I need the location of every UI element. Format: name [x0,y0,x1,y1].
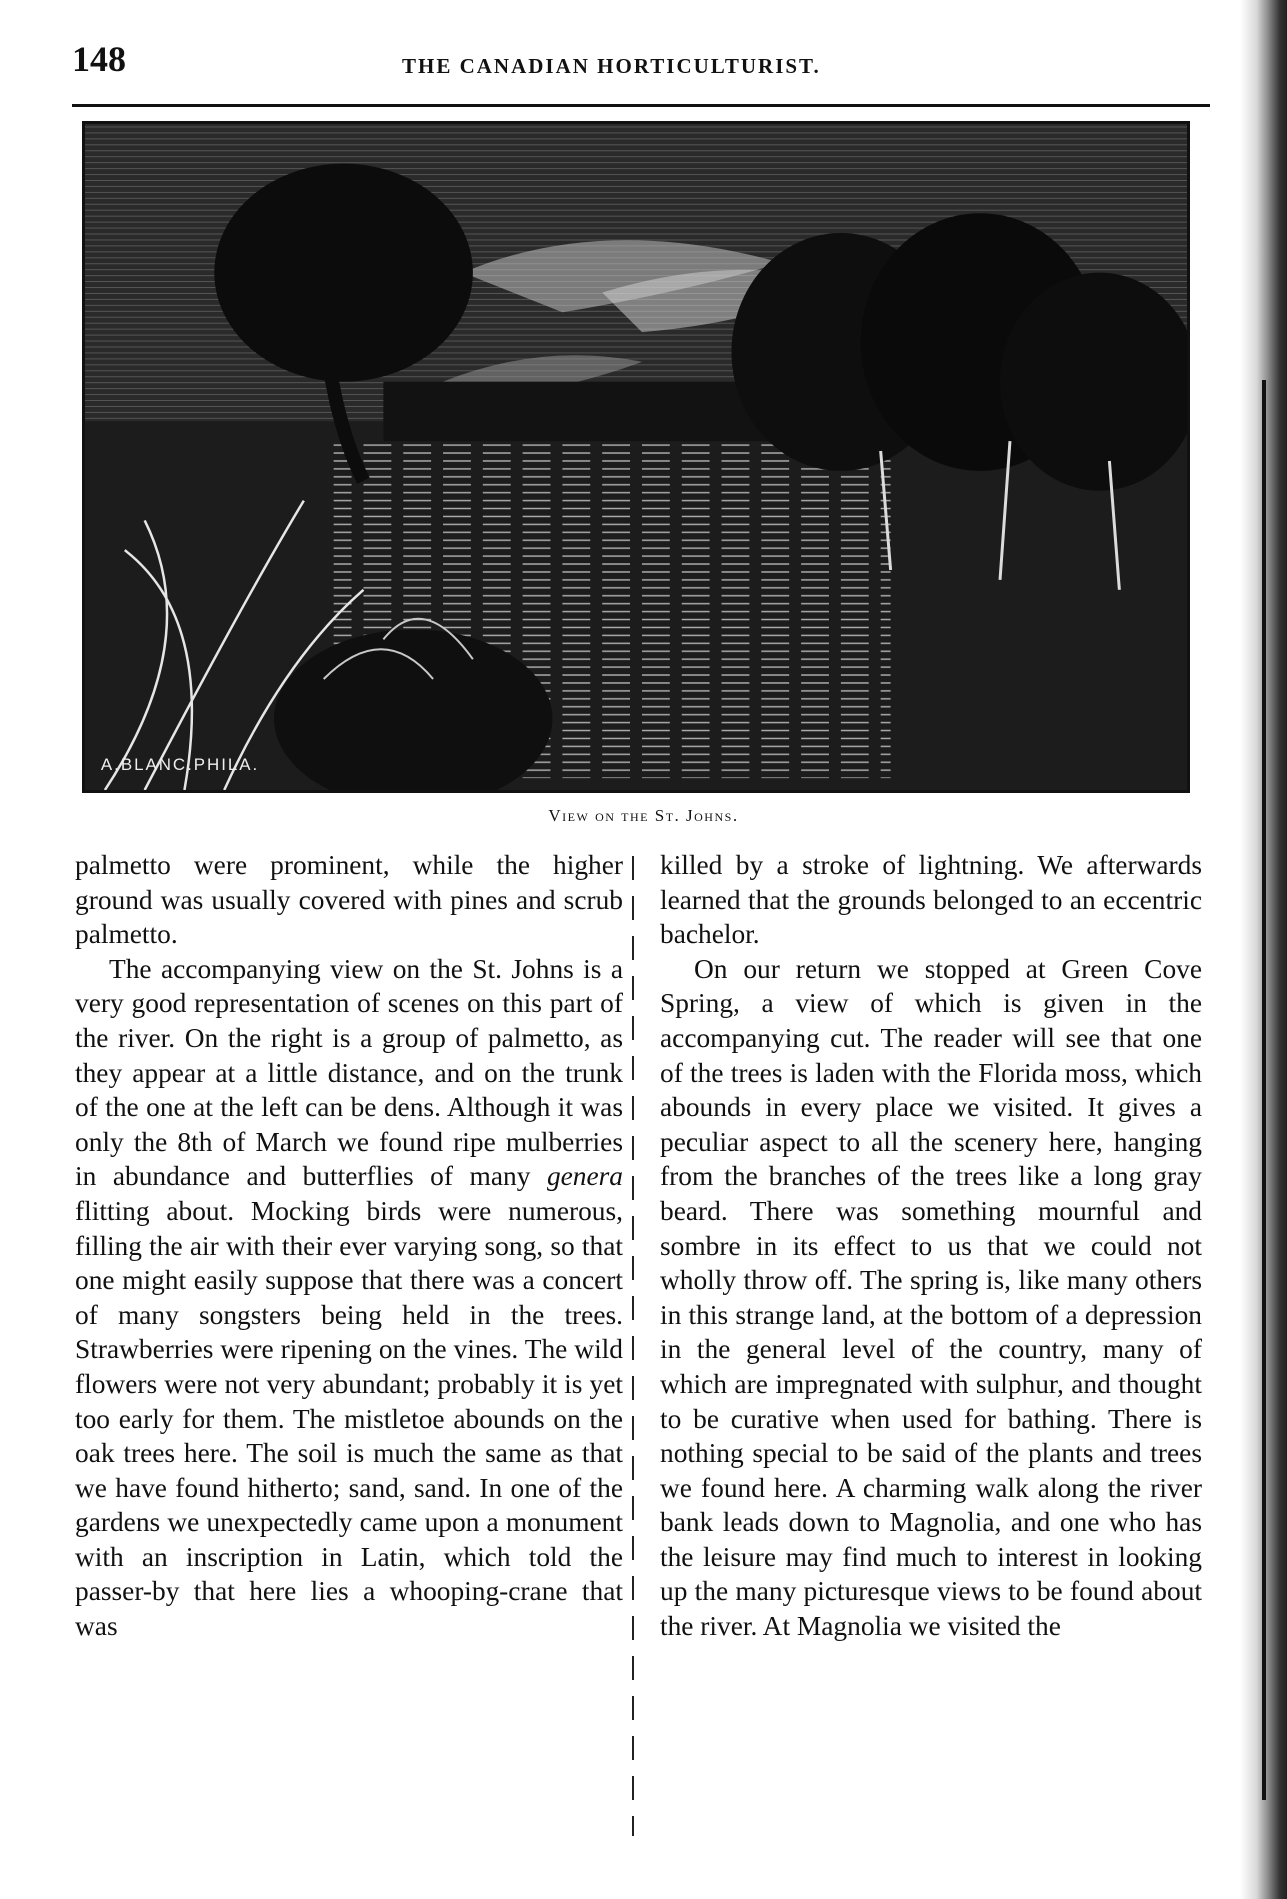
left-paragraph-2: The accompanying view on the St. Johns is a very good representation of scenes on this part of the river. On the right is a group of palmetto, as they appear at a little distance, and on the trunk of the one at the left can be dens. Although it was only the 8th of March we found ripe mulberries in abundance and butterflies of many genera flitting about. Mocking birds were numerous, filling the air with their ever varying song, so that one might easily suppose that there was a concert of many songsters being held in the trees. Strawberries were ripening on the vines. The wild flowers were not very abundant; probably it is yet too early for them. The mistletoe abounds on the oak trees here. The soil is much the same as that we have found hitherto; sand, sand. In one of the gardens we unexpectedly came upon a monument with an inscription in Latin, which told the passer-by that here lies a whooping-crane that was [75,953,623,1642]
right-column [660,848,1202,1644]
page-number: 148 [72,39,126,79]
engraver-signature: A.BLANC.PHILA. [100,755,260,775]
river-engraving [82,121,1190,793]
engraving-picture [85,124,1187,790]
figure-caption: View on the St. Johns. [548,806,739,825]
column-divider [632,856,634,1836]
header-rule [72,104,1210,107]
right-paragraph-2: On our return we stopped at Green Cove Spring, a view of which is given in the accompanying cut. The reader will see that one of the trees is laden with the Florida moss, which abounds in every place we visited. It gives a peculiar aspect to all the scenery here, hanging from the branches of the trees like a long gray beard. There was something mournful and sombre in its effect to us that we could not wholly throw off. The spring is, like many others in this strange land, at the bottom of a depression in the general level of the country, many of which are impregnated with sulphur, and thought to be curative when used for bathing. There is nothing special to be said of the plants and trees we found here. A charming walk along the river bank leads down to Magnolia, and one who has the leisure may find much to interest in looking up the many picturesque views to be found about the river. At Magnolia we visited the [660,953,1202,1642]
right-paragraph-1: killed by a stroke of lightning. We afterwards learned that the grounds belonged to an eccentric bachelor. [660,850,1202,950]
binding-line [1262,380,1266,1800]
page-header [72,38,1207,98]
left-column [75,848,623,1644]
running-title: THE CANADIAN HORTICULTURIST. [402,54,821,78]
left-paragraph-1: palmetto were prominent, while the higher ground was usually covered with pines and scrub palmetto. [75,850,623,950]
